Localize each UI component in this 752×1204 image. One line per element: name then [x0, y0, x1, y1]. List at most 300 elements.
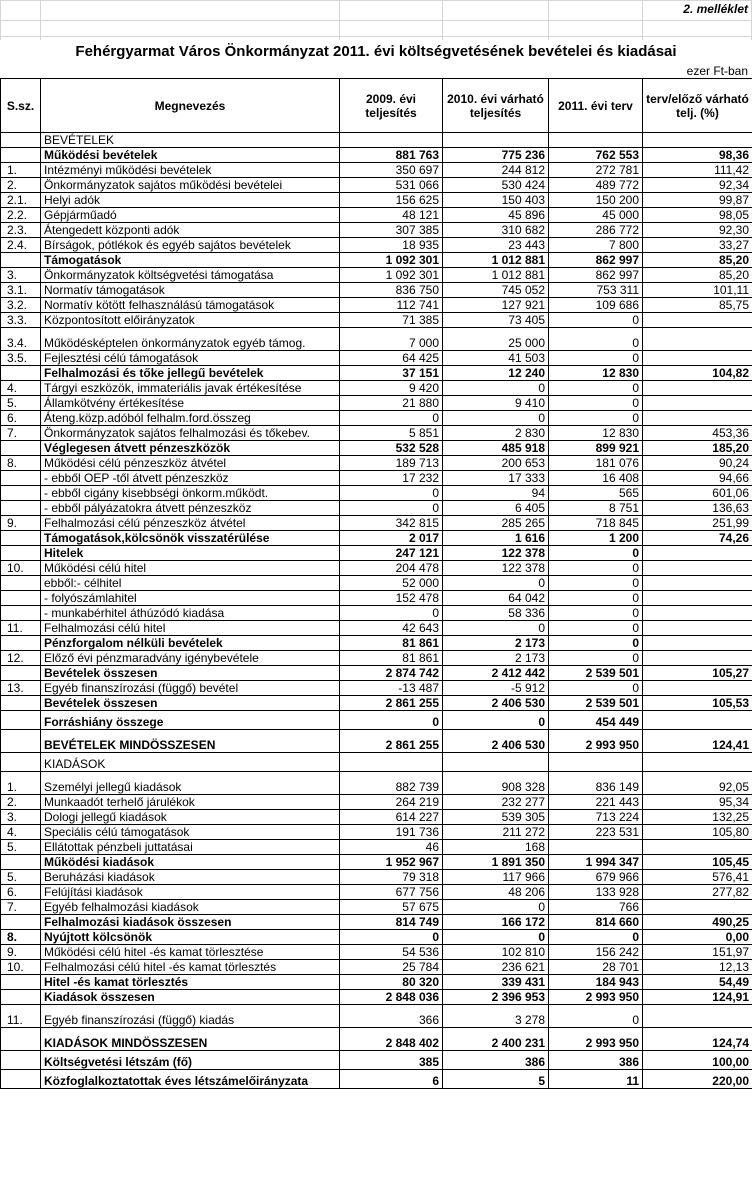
row-2010-cell[interactable]: 485 918 [443, 441, 549, 456]
row-name-cell[interactable]: Felhalmozási és tőke jellegű bevételek [41, 366, 340, 381]
row-2010-cell[interactable]: 2 406 530 [443, 730, 549, 753]
row-sz-cell[interactable]: 2.1. [1, 193, 41, 208]
row-2010-cell[interactable]: 1 891 350 [443, 855, 549, 870]
row-2011-cell[interactable]: 0 [549, 381, 643, 396]
row-ratio-cell[interactable]: 185,20 [643, 441, 752, 456]
row-name-cell[interactable]: Egyéb felhalmozási kiadások [41, 900, 340, 915]
row-2011-cell[interactable]: 12 830 [549, 426, 643, 441]
row-2009-cell[interactable]: 2 861 255 [340, 730, 443, 753]
row-2009-cell[interactable]: 0 [340, 501, 443, 516]
row-2009-cell[interactable]: 2 017 [340, 531, 443, 546]
row-2011-cell[interactable]: 0 [549, 651, 643, 666]
row-2010-cell[interactable]: 127 921 [443, 298, 549, 313]
row-2011-cell[interactable]: 0 [549, 591, 643, 606]
header-name[interactable]: Megnevezés [41, 79, 340, 133]
row-2010-cell[interactable]: 102 810 [443, 945, 549, 960]
row-ratio-cell[interactable]: 85,20 [643, 268, 752, 283]
row-2009-cell[interactable]: 307 385 [340, 223, 443, 238]
row-2010-cell[interactable]: 2 173 [443, 636, 549, 651]
row-ratio-cell[interactable]: 12,13 [643, 960, 752, 975]
row-2010-cell[interactable]: 2 396 953 [443, 990, 549, 1005]
row-name-cell[interactable]: Működési célú hitel [41, 561, 340, 576]
row-ratio-cell[interactable]: 74,26 [643, 531, 752, 546]
row-ratio-cell[interactable] [643, 396, 752, 411]
row-ratio-cell[interactable]: 124,41 [643, 730, 752, 753]
row-2010-cell[interactable]: 1 012 881 [443, 253, 549, 268]
row-2009-cell[interactable]: 6 [340, 1070, 443, 1089]
row-2011-cell[interactable]: 221 443 [549, 795, 643, 810]
row-2011-cell[interactable]: 2 539 501 [549, 666, 643, 681]
row-2010-cell[interactable]: 122 378 [443, 561, 549, 576]
row-name-cell[interactable]: KIADÁSOK MINDÖSSZESEN [41, 1028, 340, 1051]
row-ratio-cell[interactable]: 105,27 [643, 666, 752, 681]
row-2009-cell[interactable]: 57 675 [340, 900, 443, 915]
row-2009-cell[interactable]: 1 092 301 [340, 268, 443, 283]
row-2011-cell[interactable] [549, 840, 643, 855]
row-sz-cell[interactable] [1, 531, 41, 546]
row-2009-cell[interactable]: 881 763 [340, 148, 443, 163]
row-2010-cell[interactable]: 73 405 [443, 313, 549, 328]
row-2011-cell[interactable]: 150 200 [549, 193, 643, 208]
row-ratio-cell[interactable] [643, 351, 752, 366]
row-2010-cell[interactable] [443, 133, 549, 148]
row-sz-cell[interactable] [1, 546, 41, 561]
row-2009-cell[interactable]: 191 736 [340, 825, 443, 840]
row-sz-cell[interactable]: 5. [1, 396, 41, 411]
row-name-cell[interactable]: Hitel -és kamat törlesztés [41, 975, 340, 990]
row-ratio-cell[interactable]: 0,00 [643, 930, 752, 945]
row-2009-cell[interactable]: 342 815 [340, 516, 443, 531]
row-ratio-cell[interactable]: 151,97 [643, 945, 752, 960]
row-2009-cell[interactable]: 37 151 [340, 366, 443, 381]
row-ratio-cell[interactable] [643, 1005, 752, 1028]
row-name-cell[interactable]: Közfoglalkoztatottak éves létszámelőirányzata [41, 1070, 340, 1089]
row-2011-cell[interactable]: 836 149 [549, 772, 643, 795]
row-name-cell[interactable]: Egyéb finanszírozási (függő) kiadás [41, 1005, 340, 1028]
row-2010-cell[interactable]: -5 912 [443, 681, 549, 696]
row-2011-cell[interactable]: 16 408 [549, 471, 643, 486]
row-2009-cell[interactable]: 25 784 [340, 960, 443, 975]
row-name-cell[interactable]: Dologi jellegű kiadások [41, 810, 340, 825]
row-2011-cell[interactable]: 45 000 [549, 208, 643, 223]
row-sz-cell[interactable]: 8. [1, 456, 41, 471]
row-name-cell[interactable]: Bevételek összesen [41, 696, 340, 711]
row-2010-cell[interactable]: 2 173 [443, 651, 549, 666]
row-sz-cell[interactable] [1, 1070, 41, 1089]
row-sz-cell[interactable]: 3.2. [1, 298, 41, 313]
row-2009-cell[interactable]: 350 697 [340, 163, 443, 178]
row-2010-cell[interactable]: 168 [443, 840, 549, 855]
row-name-cell[interactable]: Hitelek [41, 546, 340, 561]
row-name-cell[interactable]: KIADÁSOK [41, 753, 340, 772]
row-sz-cell[interactable]: 2. [1, 178, 41, 193]
row-name-cell[interactable]: Támogatások [41, 253, 340, 268]
row-ratio-cell[interactable]: 124,74 [643, 1028, 752, 1051]
row-2010-cell[interactable]: 0 [443, 621, 549, 636]
row-name-cell[interactable]: Központosított előirányzatok [41, 313, 340, 328]
row-name-cell[interactable]: - ebből pályázatokra átvett pénzeszköz [41, 501, 340, 516]
row-ratio-cell[interactable]: 92,34 [643, 178, 752, 193]
row-ratio-cell[interactable] [643, 411, 752, 426]
row-sz-cell[interactable] [1, 711, 41, 730]
row-2010-cell[interactable]: 64 042 [443, 591, 549, 606]
row-2009-cell[interactable]: 2 874 742 [340, 666, 443, 681]
row-2010-cell[interactable]: 25 000 [443, 328, 549, 351]
row-2011-cell[interactable]: 1 994 347 [549, 855, 643, 870]
row-name-cell[interactable]: - ebből cigány kisebbségi önkorm.működt. [41, 486, 340, 501]
row-2009-cell[interactable]: -13 487 [340, 681, 443, 696]
row-2009-cell[interactable]: 247 121 [340, 546, 443, 561]
row-sz-cell[interactable] [1, 990, 41, 1005]
row-name-cell[interactable]: Személyi jellegű kiadások [41, 772, 340, 795]
row-name-cell[interactable]: Működési célú hitel -és kamat törlesztése [41, 945, 340, 960]
row-sz-cell[interactable]: 3. [1, 268, 41, 283]
row-2011-cell[interactable]: 0 [549, 621, 643, 636]
row-sz-cell[interactable]: 11. [1, 1005, 41, 1028]
row-2010-cell[interactable]: 9 410 [443, 396, 549, 411]
row-sz-cell[interactable] [1, 576, 41, 591]
row-2011-cell[interactable]: 0 [549, 930, 643, 945]
row-ratio-cell[interactable]: 220,00 [643, 1070, 752, 1089]
row-name-cell[interactable]: Áteng.közp.adóból felhalm.ford.összeg [41, 411, 340, 426]
row-2010-cell[interactable]: 0 [443, 411, 549, 426]
row-2010-cell[interactable]: 775 236 [443, 148, 549, 163]
row-ratio-cell[interactable]: 98,36 [643, 148, 752, 163]
row-2010-cell[interactable]: 0 [443, 381, 549, 396]
row-name-cell[interactable]: Egyéb finanszírozási (függő) bevétel [41, 681, 340, 696]
row-sz-cell[interactable]: 2.3. [1, 223, 41, 238]
row-2009-cell[interactable]: 532 528 [340, 441, 443, 456]
row-ratio-cell[interactable]: 132,25 [643, 810, 752, 825]
row-2009-cell[interactable]: 79 318 [340, 870, 443, 885]
row-name-cell[interactable]: Beruházási kiadások [41, 870, 340, 885]
row-name-cell[interactable]: Önkormányzatok sajátos felhalmozási és tőkebev. [41, 426, 340, 441]
row-2009-cell[interactable]: 21 880 [340, 396, 443, 411]
row-ratio-cell[interactable]: 453,36 [643, 426, 752, 441]
row-sz-cell[interactable]: 5. [1, 840, 41, 855]
row-ratio-cell[interactable]: 104,82 [643, 366, 752, 381]
row-ratio-cell[interactable] [643, 753, 752, 772]
row-2009-cell[interactable]: 5 851 [340, 426, 443, 441]
row-2010-cell[interactable]: 310 682 [443, 223, 549, 238]
row-ratio-cell[interactable]: 136,63 [643, 501, 752, 516]
row-ratio-cell[interactable] [643, 636, 752, 651]
row-2010-cell[interactable]: 244 812 [443, 163, 549, 178]
row-2010-cell[interactable]: 0 [443, 576, 549, 591]
row-sz-cell[interactable] [1, 501, 41, 516]
row-2009-cell[interactable]: 52 000 [340, 576, 443, 591]
row-name-cell[interactable]: Bírságok, pótlékok és egyéb sajátos bevételek [41, 238, 340, 253]
row-2011-cell[interactable]: 11 [549, 1070, 643, 1089]
row-name-cell[interactable]: Helyi adók [41, 193, 340, 208]
row-2009-cell[interactable]: 1 092 301 [340, 253, 443, 268]
row-ratio-cell[interactable]: 92,05 [643, 772, 752, 795]
row-2009-cell[interactable]: 2 848 036 [340, 990, 443, 1005]
row-name-cell[interactable]: Átengedett központi adók [41, 223, 340, 238]
row-2009-cell[interactable]: 882 739 [340, 772, 443, 795]
row-2011-cell[interactable]: 0 [549, 636, 643, 651]
row-2011-cell[interactable]: 679 966 [549, 870, 643, 885]
row-2010-cell[interactable]: 23 443 [443, 238, 549, 253]
row-name-cell[interactable]: Önkormányzatok sajátos működési bevételei [41, 178, 340, 193]
row-name-cell[interactable]: Felhalmozási kiadások összesen [41, 915, 340, 930]
row-ratio-cell[interactable]: 85,75 [643, 298, 752, 313]
row-2011-cell[interactable]: 0 [549, 411, 643, 426]
row-ratio-cell[interactable]: 124,91 [643, 990, 752, 1005]
row-2009-cell[interactable] [340, 753, 443, 772]
row-2009-cell[interactable]: 152 478 [340, 591, 443, 606]
row-sz-cell[interactable] [1, 253, 41, 268]
row-2010-cell[interactable]: 0 [443, 900, 549, 915]
row-2010-cell[interactable]: 908 328 [443, 772, 549, 795]
row-2011-cell[interactable]: 2 993 950 [549, 990, 643, 1005]
row-name-cell[interactable]: - ebből OEP -től átvett pénzeszköz [41, 471, 340, 486]
row-name-cell[interactable]: Nyújtott kölcsönök [41, 930, 340, 945]
row-2011-cell[interactable]: 109 686 [549, 298, 643, 313]
row-2009-cell[interactable]: 46 [340, 840, 443, 855]
row-2011-cell[interactable]: 0 [549, 606, 643, 621]
header-2011[interactable]: 2011. évi terv [549, 79, 643, 133]
row-2011-cell[interactable]: 12 830 [549, 366, 643, 381]
row-2009-cell[interactable]: 2 861 255 [340, 696, 443, 711]
row-2009-cell[interactable]: 0 [340, 930, 443, 945]
row-name-cell[interactable]: - munkabérhitel áthúzódó kiadása [41, 606, 340, 621]
row-name-cell[interactable]: Fejlesztési célú támogatások [41, 351, 340, 366]
row-sz-cell[interactable] [1, 1028, 41, 1051]
row-ratio-cell[interactable] [643, 711, 752, 730]
row-name-cell[interactable]: BEVÉTELEK MINDÖSSZESEN [41, 730, 340, 753]
row-2009-cell[interactable]: 814 749 [340, 915, 443, 930]
row-ratio-cell[interactable] [643, 591, 752, 606]
row-2010-cell[interactable]: 12 240 [443, 366, 549, 381]
row-2011-cell[interactable]: 2 539 501 [549, 696, 643, 711]
row-sz-cell[interactable]: 7. [1, 900, 41, 915]
row-2009-cell[interactable]: 366 [340, 1005, 443, 1028]
row-ratio-cell[interactable] [643, 546, 752, 561]
row-2011-cell[interactable]: 223 531 [549, 825, 643, 840]
row-ratio-cell[interactable]: 111,42 [643, 163, 752, 178]
row-2010-cell[interactable]: 122 378 [443, 546, 549, 561]
row-sz-cell[interactable]: 3.5. [1, 351, 41, 366]
row-ratio-cell[interactable]: 105,80 [643, 825, 752, 840]
row-name-cell[interactable]: Kiadások összesen [41, 990, 340, 1005]
row-sz-cell[interactable] [1, 915, 41, 930]
row-sz-cell[interactable] [1, 471, 41, 486]
row-sz-cell[interactable]: 10. [1, 561, 41, 576]
row-2009-cell[interactable] [340, 133, 443, 148]
row-ratio-cell[interactable]: 100,00 [643, 1051, 752, 1070]
row-sz-cell[interactable] [1, 606, 41, 621]
row-2010-cell[interactable]: 232 277 [443, 795, 549, 810]
row-2009-cell[interactable]: 7 000 [340, 328, 443, 351]
row-2011-cell[interactable]: 454 449 [549, 711, 643, 730]
row-ratio-cell[interactable]: 99,87 [643, 193, 752, 208]
row-2009-cell[interactable]: 42 643 [340, 621, 443, 636]
header-ratio[interactable]: terv/előző várható telj. (%) [643, 79, 752, 133]
row-2009-cell[interactable]: 264 219 [340, 795, 443, 810]
row-sz-cell[interactable]: 2. [1, 795, 41, 810]
row-name-cell[interactable]: Államkötvény értékesítése [41, 396, 340, 411]
row-ratio-cell[interactable] [643, 651, 752, 666]
row-ratio-cell[interactable]: 277,82 [643, 885, 752, 900]
row-2009-cell[interactable]: 81 861 [340, 651, 443, 666]
row-2011-cell[interactable]: 286 772 [549, 223, 643, 238]
row-ratio-cell[interactable]: 95,34 [643, 795, 752, 810]
row-2010-cell[interactable]: 2 830 [443, 426, 549, 441]
row-sz-cell[interactable] [1, 636, 41, 651]
row-2011-cell[interactable]: 814 660 [549, 915, 643, 930]
row-sz-cell[interactable]: 6. [1, 885, 41, 900]
row-2011-cell[interactable]: 0 [549, 351, 643, 366]
row-sz-cell[interactable] [1, 1051, 41, 1070]
row-2009-cell[interactable]: 81 861 [340, 636, 443, 651]
row-2010-cell[interactable]: 530 424 [443, 178, 549, 193]
header-2010[interactable]: 2010. évi várható teljesítés [443, 79, 549, 133]
row-2011-cell[interactable]: 2 993 950 [549, 1028, 643, 1051]
row-sz-cell[interactable] [1, 441, 41, 456]
row-2009-cell[interactable]: 2 848 402 [340, 1028, 443, 1051]
row-sz-cell[interactable]: 9. [1, 945, 41, 960]
row-sz-cell[interactable]: 13. [1, 681, 41, 696]
row-ratio-cell[interactable]: 54,49 [643, 975, 752, 990]
row-2010-cell[interactable]: 539 305 [443, 810, 549, 825]
row-ratio-cell[interactable] [643, 606, 752, 621]
row-2011-cell[interactable]: 718 845 [549, 516, 643, 531]
row-sz-cell[interactable] [1, 696, 41, 711]
row-2011-cell[interactable]: 862 997 [549, 268, 643, 283]
row-sz-cell[interactable] [1, 148, 41, 163]
row-ratio-cell[interactable] [643, 840, 752, 855]
row-2009-cell[interactable]: 9 420 [340, 381, 443, 396]
row-name-cell[interactable]: ebből:- célhitel [41, 576, 340, 591]
row-2011-cell[interactable]: 184 943 [549, 975, 643, 990]
row-2010-cell[interactable]: 200 653 [443, 456, 549, 471]
row-2010-cell[interactable]: 339 431 [443, 975, 549, 990]
row-2010-cell[interactable]: 117 966 [443, 870, 549, 885]
row-2010-cell[interactable] [443, 753, 549, 772]
row-2010-cell[interactable]: 285 265 [443, 516, 549, 531]
row-sz-cell[interactable]: 9. [1, 516, 41, 531]
row-name-cell[interactable]: Normatív kötött felhasználású támogatások [41, 298, 340, 313]
row-sz-cell[interactable] [1, 975, 41, 990]
row-ratio-cell[interactable] [643, 313, 752, 328]
row-2011-cell[interactable]: 181 076 [549, 456, 643, 471]
row-sz-cell[interactable]: 11. [1, 621, 41, 636]
row-2009-cell[interactable]: 531 066 [340, 178, 443, 193]
row-name-cell[interactable]: Tárgyi eszközök, immateriális javak értékesítése [41, 381, 340, 396]
row-2011-cell[interactable]: 1 200 [549, 531, 643, 546]
row-sz-cell[interactable] [1, 855, 41, 870]
row-sz-cell[interactable]: 8. [1, 930, 41, 945]
row-2009-cell[interactable]: 18 935 [340, 238, 443, 253]
row-2011-cell[interactable]: 272 781 [549, 163, 643, 178]
row-2010-cell[interactable]: 48 206 [443, 885, 549, 900]
row-2011-cell[interactable]: 753 311 [549, 283, 643, 298]
row-2011-cell[interactable]: 0 [549, 681, 643, 696]
row-2010-cell[interactable]: 41 503 [443, 351, 549, 366]
row-2011-cell[interactable]: 0 [549, 546, 643, 561]
row-2010-cell[interactable]: 17 333 [443, 471, 549, 486]
row-2011-cell[interactable]: 0 [549, 561, 643, 576]
row-2009-cell[interactable]: 677 756 [340, 885, 443, 900]
row-name-cell[interactable]: Működésképtelen önkormányzatok egyéb támog. [41, 328, 340, 351]
row-2010-cell[interactable]: 1 012 881 [443, 268, 549, 283]
row-2010-cell[interactable]: 166 172 [443, 915, 549, 930]
row-2009-cell[interactable]: 112 741 [340, 298, 443, 313]
row-sz-cell[interactable]: 3. [1, 810, 41, 825]
row-name-cell[interactable]: Működési célú pénzeszköz átvétel [41, 456, 340, 471]
row-ratio-cell[interactable]: 33,27 [643, 238, 752, 253]
row-ratio-cell[interactable]: 105,53 [643, 696, 752, 711]
row-2011-cell[interactable]: 0 [549, 328, 643, 351]
row-2009-cell[interactable]: 54 536 [340, 945, 443, 960]
row-2011-cell[interactable]: 8 751 [549, 501, 643, 516]
row-2011-cell[interactable]: 766 [549, 900, 643, 915]
row-sz-cell[interactable]: 3.3. [1, 313, 41, 328]
row-name-cell[interactable]: Speciális célú támogatások [41, 825, 340, 840]
row-name-cell[interactable]: Felhalmozási célú pénzeszköz átvétel [41, 516, 340, 531]
row-name-cell[interactable]: Pénzforgalom nélküli bevételek [41, 636, 340, 651]
row-sz-cell[interactable] [1, 730, 41, 753]
row-2009-cell[interactable]: 614 227 [340, 810, 443, 825]
row-name-cell[interactable]: Véglegesen átvett pénzeszközök [41, 441, 340, 456]
row-2010-cell[interactable]: 58 336 [443, 606, 549, 621]
row-sz-cell[interactable] [1, 366, 41, 381]
row-2009-cell[interactable]: 0 [340, 486, 443, 501]
row-2009-cell[interactable]: 204 478 [340, 561, 443, 576]
row-2011-cell[interactable]: 156 242 [549, 945, 643, 960]
row-2010-cell[interactable]: 236 621 [443, 960, 549, 975]
row-name-cell[interactable]: - folyószámlahitel [41, 591, 340, 606]
row-sz-cell[interactable]: 10. [1, 960, 41, 975]
row-2010-cell[interactable]: 211 272 [443, 825, 549, 840]
row-2011-cell[interactable]: 899 921 [549, 441, 643, 456]
row-2010-cell[interactable]: 1 616 [443, 531, 549, 546]
row-2010-cell[interactable]: 2 400 231 [443, 1028, 549, 1051]
row-2009-cell[interactable]: 0 [340, 411, 443, 426]
row-2009-cell[interactable]: 0 [340, 711, 443, 730]
row-ratio-cell[interactable]: 92,30 [643, 223, 752, 238]
row-2010-cell[interactable]: 0 [443, 711, 549, 730]
row-2010-cell[interactable]: 386 [443, 1051, 549, 1070]
row-2009-cell[interactable]: 17 232 [340, 471, 443, 486]
row-name-cell[interactable]: Felhalmozási célú hitel [41, 621, 340, 636]
row-sz-cell[interactable]: 1. [1, 772, 41, 795]
row-name-cell[interactable]: BEVÉTELEK [41, 133, 340, 148]
row-2010-cell[interactable]: 2 406 530 [443, 696, 549, 711]
row-sz-cell[interactable] [1, 666, 41, 681]
row-ratio-cell[interactable]: 85,20 [643, 253, 752, 268]
row-2009-cell[interactable]: 48 121 [340, 208, 443, 223]
row-sz-cell[interactable]: 3.1. [1, 283, 41, 298]
row-name-cell[interactable]: Bevételek összesen [41, 666, 340, 681]
row-2011-cell[interactable]: 28 701 [549, 960, 643, 975]
row-2011-cell[interactable]: 7 800 [549, 238, 643, 253]
row-ratio-cell[interactable]: 90,24 [643, 456, 752, 471]
row-2010-cell[interactable]: 2 412 442 [443, 666, 549, 681]
row-sz-cell[interactable]: 3.4. [1, 328, 41, 351]
row-name-cell[interactable]: Intézményi működési bevételek [41, 163, 340, 178]
row-2009-cell[interactable]: 64 425 [340, 351, 443, 366]
row-name-cell[interactable]: Költségvetési létszám (fő) [41, 1051, 340, 1070]
row-2010-cell[interactable]: 150 403 [443, 193, 549, 208]
row-2010-cell[interactable]: 5 [443, 1070, 549, 1089]
row-sz-cell[interactable]: 12. [1, 651, 41, 666]
row-ratio-cell[interactable]: 576,41 [643, 870, 752, 885]
row-name-cell[interactable]: Munkaadót terhelő járulékok [41, 795, 340, 810]
row-2011-cell[interactable]: 489 772 [549, 178, 643, 193]
row-sz-cell[interactable]: 6. [1, 411, 41, 426]
